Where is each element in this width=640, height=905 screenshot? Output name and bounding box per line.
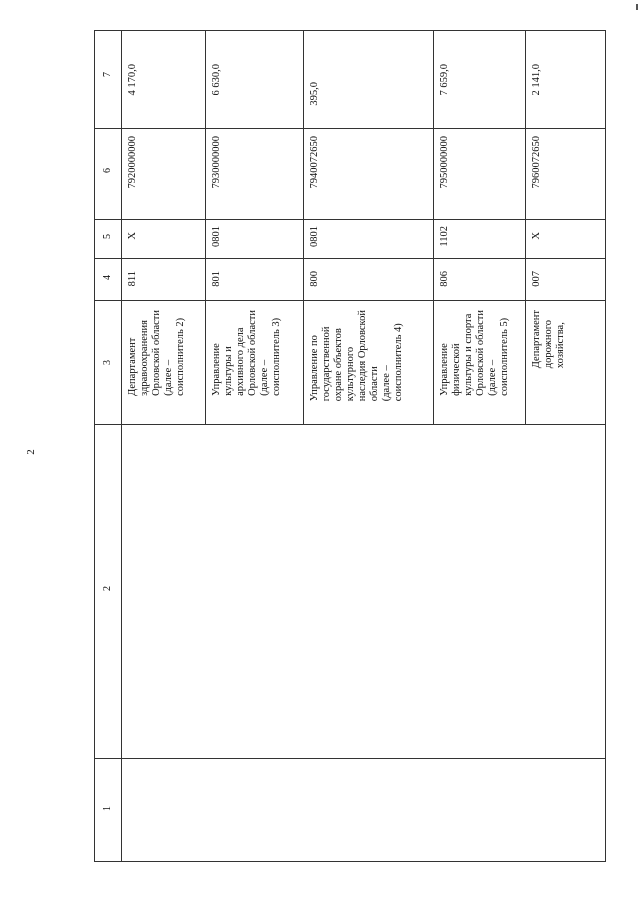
row2-col5: 0801 xyxy=(211,226,222,247)
row2-col3: Управление культуры и архивного дела Орловской области (далее – соисполнитель 3) xyxy=(211,310,282,396)
edge-mark xyxy=(636,4,638,10)
col-number-6: 6 xyxy=(102,168,113,173)
row-sep-3 xyxy=(433,30,434,425)
row2-col4: 801 xyxy=(211,271,222,287)
col-sep-4-3 xyxy=(94,300,606,301)
row1-col4: 811 xyxy=(127,271,138,287)
col-sep-7-6 xyxy=(94,128,606,129)
col-number-7: 7 xyxy=(102,72,113,77)
row3-col6: 7940072650 xyxy=(309,136,320,189)
row3-col7: 395,0 xyxy=(309,82,320,106)
row4-col4: 806 xyxy=(439,271,450,287)
row-sep-2 xyxy=(303,30,304,425)
table-border-left xyxy=(94,30,95,862)
row1-col5: X xyxy=(127,232,138,240)
row4-col7: 7 659,0 xyxy=(439,64,450,96)
row5-col5: X xyxy=(531,232,542,240)
col-number-5: 5 xyxy=(102,234,113,239)
table-border-right xyxy=(605,30,606,862)
row-sep-4 xyxy=(525,30,526,425)
page-number: 2 xyxy=(24,449,37,455)
row-sep-1 xyxy=(205,30,206,425)
row1-col7: 4 170,0 xyxy=(127,64,138,96)
row4-col3: Управление физической культуры и спорта Орловской области (далее – соисполнитель 5) xyxy=(439,310,510,396)
row2-col6: 7930000000 xyxy=(211,136,222,189)
header-separator xyxy=(121,30,122,862)
row5-col6: 7960072650 xyxy=(531,136,542,189)
row5-col4: 007 xyxy=(531,271,542,287)
table-border-bottom xyxy=(94,861,606,862)
rotated-table xyxy=(94,30,606,862)
col-sep-5-4 xyxy=(94,258,606,259)
col-number-3: 3 xyxy=(102,360,113,365)
row5-col3: Департамент дорожного хозяйства, xyxy=(531,310,566,369)
row5-col7: 2 141,0 xyxy=(531,64,542,96)
table-border-top xyxy=(94,30,606,31)
col-number-4: 4 xyxy=(102,275,113,280)
row4-col5: 1102 xyxy=(439,226,450,247)
row4-col6: 7950000000 xyxy=(439,136,450,189)
col-number-2: 2 xyxy=(102,586,113,591)
col-sep-6-5 xyxy=(94,219,606,220)
col-number-1: 1 xyxy=(102,806,113,811)
row1-col6: 7920000000 xyxy=(127,136,138,189)
row3-col5: 0801 xyxy=(309,226,320,247)
row3-col4: 800 xyxy=(309,271,320,287)
row1-col3: Департамент здравоохранения Орловской области (далее – соисполнитель 2) xyxy=(127,310,186,396)
row3-col3: Управление по государственной охране объектов культурного наследия Орловской области (далее – соисполнитель 4) xyxy=(309,310,404,402)
row2-col7: 6 630,0 xyxy=(211,64,222,96)
col-sep-2-1 xyxy=(94,758,606,759)
col-sep-3-2 xyxy=(94,424,606,425)
